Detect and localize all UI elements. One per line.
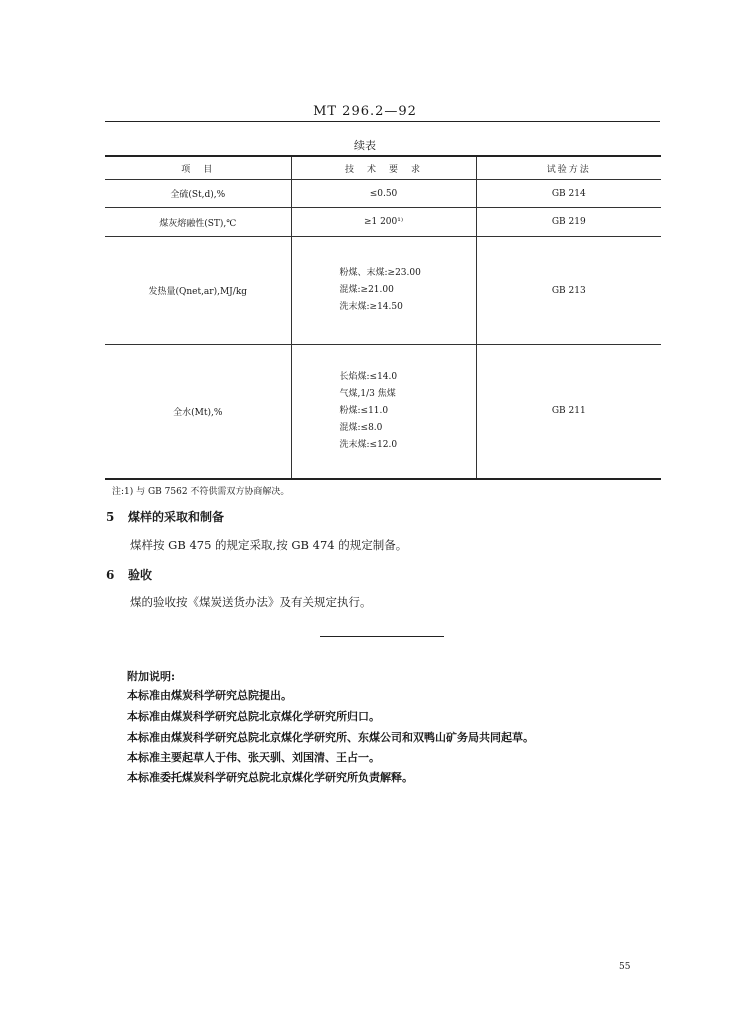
row-method: GB 211 [476, 345, 661, 479]
row-item: 全硫(St,d),% [105, 180, 291, 208]
section-number: 6 [106, 568, 115, 582]
requirement-line: 气煤,1/3 焦煤 [339, 388, 396, 399]
standard-id: MT 296.2—92 [313, 104, 417, 119]
section-5-text: 煤样按 GB 475 的规定采取,按 GB 474 的规定制备。 [130, 538, 408, 552]
section-divider [320, 636, 444, 637]
table-caption: 续表 [354, 139, 376, 152]
table-footnote: 注:1) 与 GB 7562 不符供需双方协商解决。 [112, 487, 290, 497]
page-number: 55 [619, 962, 631, 972]
row-item: 全水(Mt),% [105, 345, 291, 479]
requirement-line: 混煤:≥21.00 [339, 285, 394, 295]
requirement-line: 粉煤、末煤:≥23.00 [339, 268, 421, 278]
row-requirement: ≤0.50 [291, 180, 476, 208]
section-5-heading [106, 508, 224, 525]
row-requirement [291, 237, 476, 345]
row-method: GB 219 [476, 208, 661, 237]
note-line: 本标准主要起草人于伟、张天驯、刘国清、王占一。 [127, 751, 380, 764]
section-number: 5 [106, 510, 115, 524]
table-header-row [105, 156, 661, 180]
requirement-line: 洗末煤:≥14.50 [339, 302, 403, 312]
requirement-line: 长焰煤:≤14.0 [339, 371, 398, 382]
row-requirement [291, 345, 476, 479]
requirement-line: 洗末煤:≤12.0 [339, 439, 398, 450]
row-item: 发热量(Qnet,ar),MJ/kg [105, 237, 291, 345]
requirement-line: 混煤:≤8.0 [339, 422, 383, 433]
note-line: 本标准由煤炭科学研究总院提出。 [127, 689, 292, 702]
col-header-method: 试验方法 [476, 156, 661, 180]
notes-title: 附加说明: [127, 670, 176, 683]
spec-table [105, 155, 661, 480]
section-6-text: 煤的验收按《煤炭送货办法》及有关规定执行。 [130, 595, 372, 609]
row-method: GB 213 [476, 237, 661, 345]
row-item: 煤灰熔融性(ST),℃ [105, 208, 291, 237]
note-line: 本标准委托煤炭科学研究总院北京煤化学研究所负责解释。 [127, 771, 413, 784]
note-line: 本标准由煤炭科学研究总院北京煤化学研究所、东煤公司和双鸭山矿务局共同起草。 [127, 731, 534, 744]
col-header-item: 项 目 [105, 156, 291, 180]
requirement-line: 粉煤:≤11.0 [339, 405, 389, 416]
note-line: 本标准由煤炭科学研究总院北京煤化学研究所归口。 [127, 710, 380, 723]
section-title: 煤样的采取和制备 [128, 510, 225, 524]
section-6-heading [106, 566, 152, 583]
table-row [105, 345, 661, 479]
table-row [105, 208, 661, 237]
col-header-requirement: 技 术 要 求 [291, 156, 476, 180]
header-rule [105, 121, 660, 122]
table-row [105, 180, 661, 208]
section-title: 验收 [128, 568, 153, 582]
row-method: GB 214 [476, 180, 661, 208]
table-row [105, 237, 661, 345]
row-requirement: ≥1 200¹⁾ [291, 208, 476, 237]
